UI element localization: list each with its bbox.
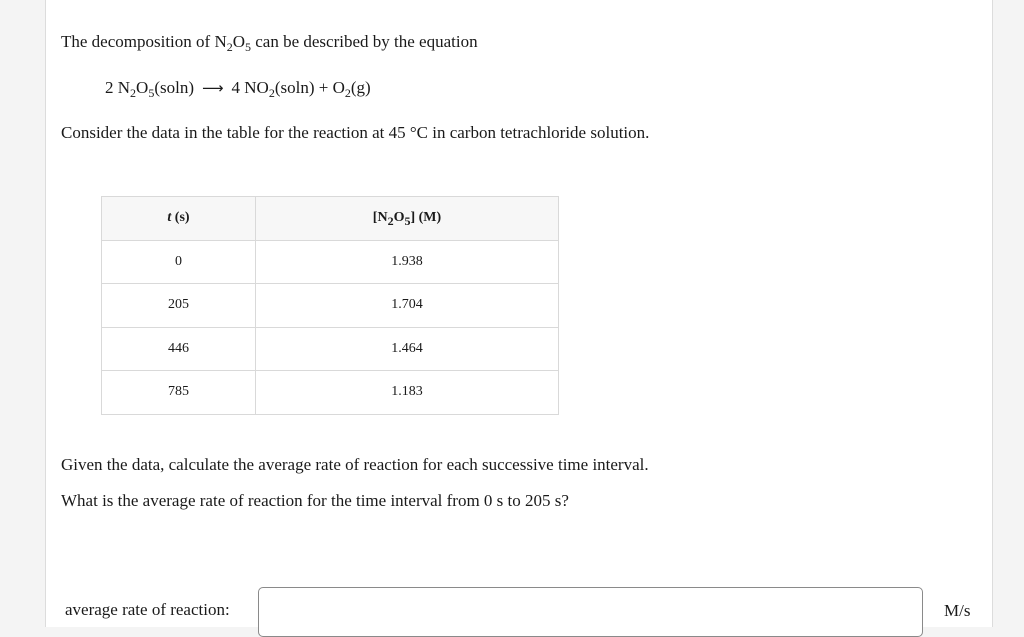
table-row xyxy=(102,371,559,415)
data-table xyxy=(101,196,559,415)
intro-text: The decomposition of $N_2O_5$ can be described by the equation xyxy=(61,32,478,54)
table-row xyxy=(102,240,559,284)
context-text: Consider the data in the table for the reaction at 45 °C in carbon tetrachloride solution. xyxy=(61,123,650,142)
reaction-equation: 2 $N_2O_5(soln)$ ⟶ 4 $NO_2(soln) + O_2(g)$ xyxy=(105,78,371,100)
answer-input[interactable] xyxy=(258,587,923,637)
reaction-arrow: ⟶ xyxy=(201,79,224,97)
cell-concentration: 1.183 xyxy=(256,371,559,415)
answer-label: average rate of reaction: xyxy=(65,600,230,619)
table-row xyxy=(102,284,559,328)
header-time: t (s) xyxy=(102,197,256,241)
question-card xyxy=(45,0,993,627)
cell-time: 785 xyxy=(102,371,256,415)
cell-time: 205 xyxy=(102,284,256,328)
answer-unit: M/s xyxy=(944,601,971,620)
cell-concentration: 1.464 xyxy=(256,327,559,371)
instruction-text: Given the data, calculate the average rate of reaction for each successive time interval. xyxy=(61,455,649,474)
table-row xyxy=(102,327,559,371)
prompt-text: What is the average rate of reaction for the time interval from 0 s to 205 s? xyxy=(61,491,569,510)
cell-concentration: 1.938 xyxy=(256,240,559,284)
cell-time: 0 xyxy=(102,240,256,284)
cell-concentration: 1.704 xyxy=(256,284,559,328)
cell-time: 446 xyxy=(102,327,256,371)
table-header-row xyxy=(102,197,559,241)
header-concentration: $[N_2O_5]$ (M) xyxy=(256,197,559,241)
